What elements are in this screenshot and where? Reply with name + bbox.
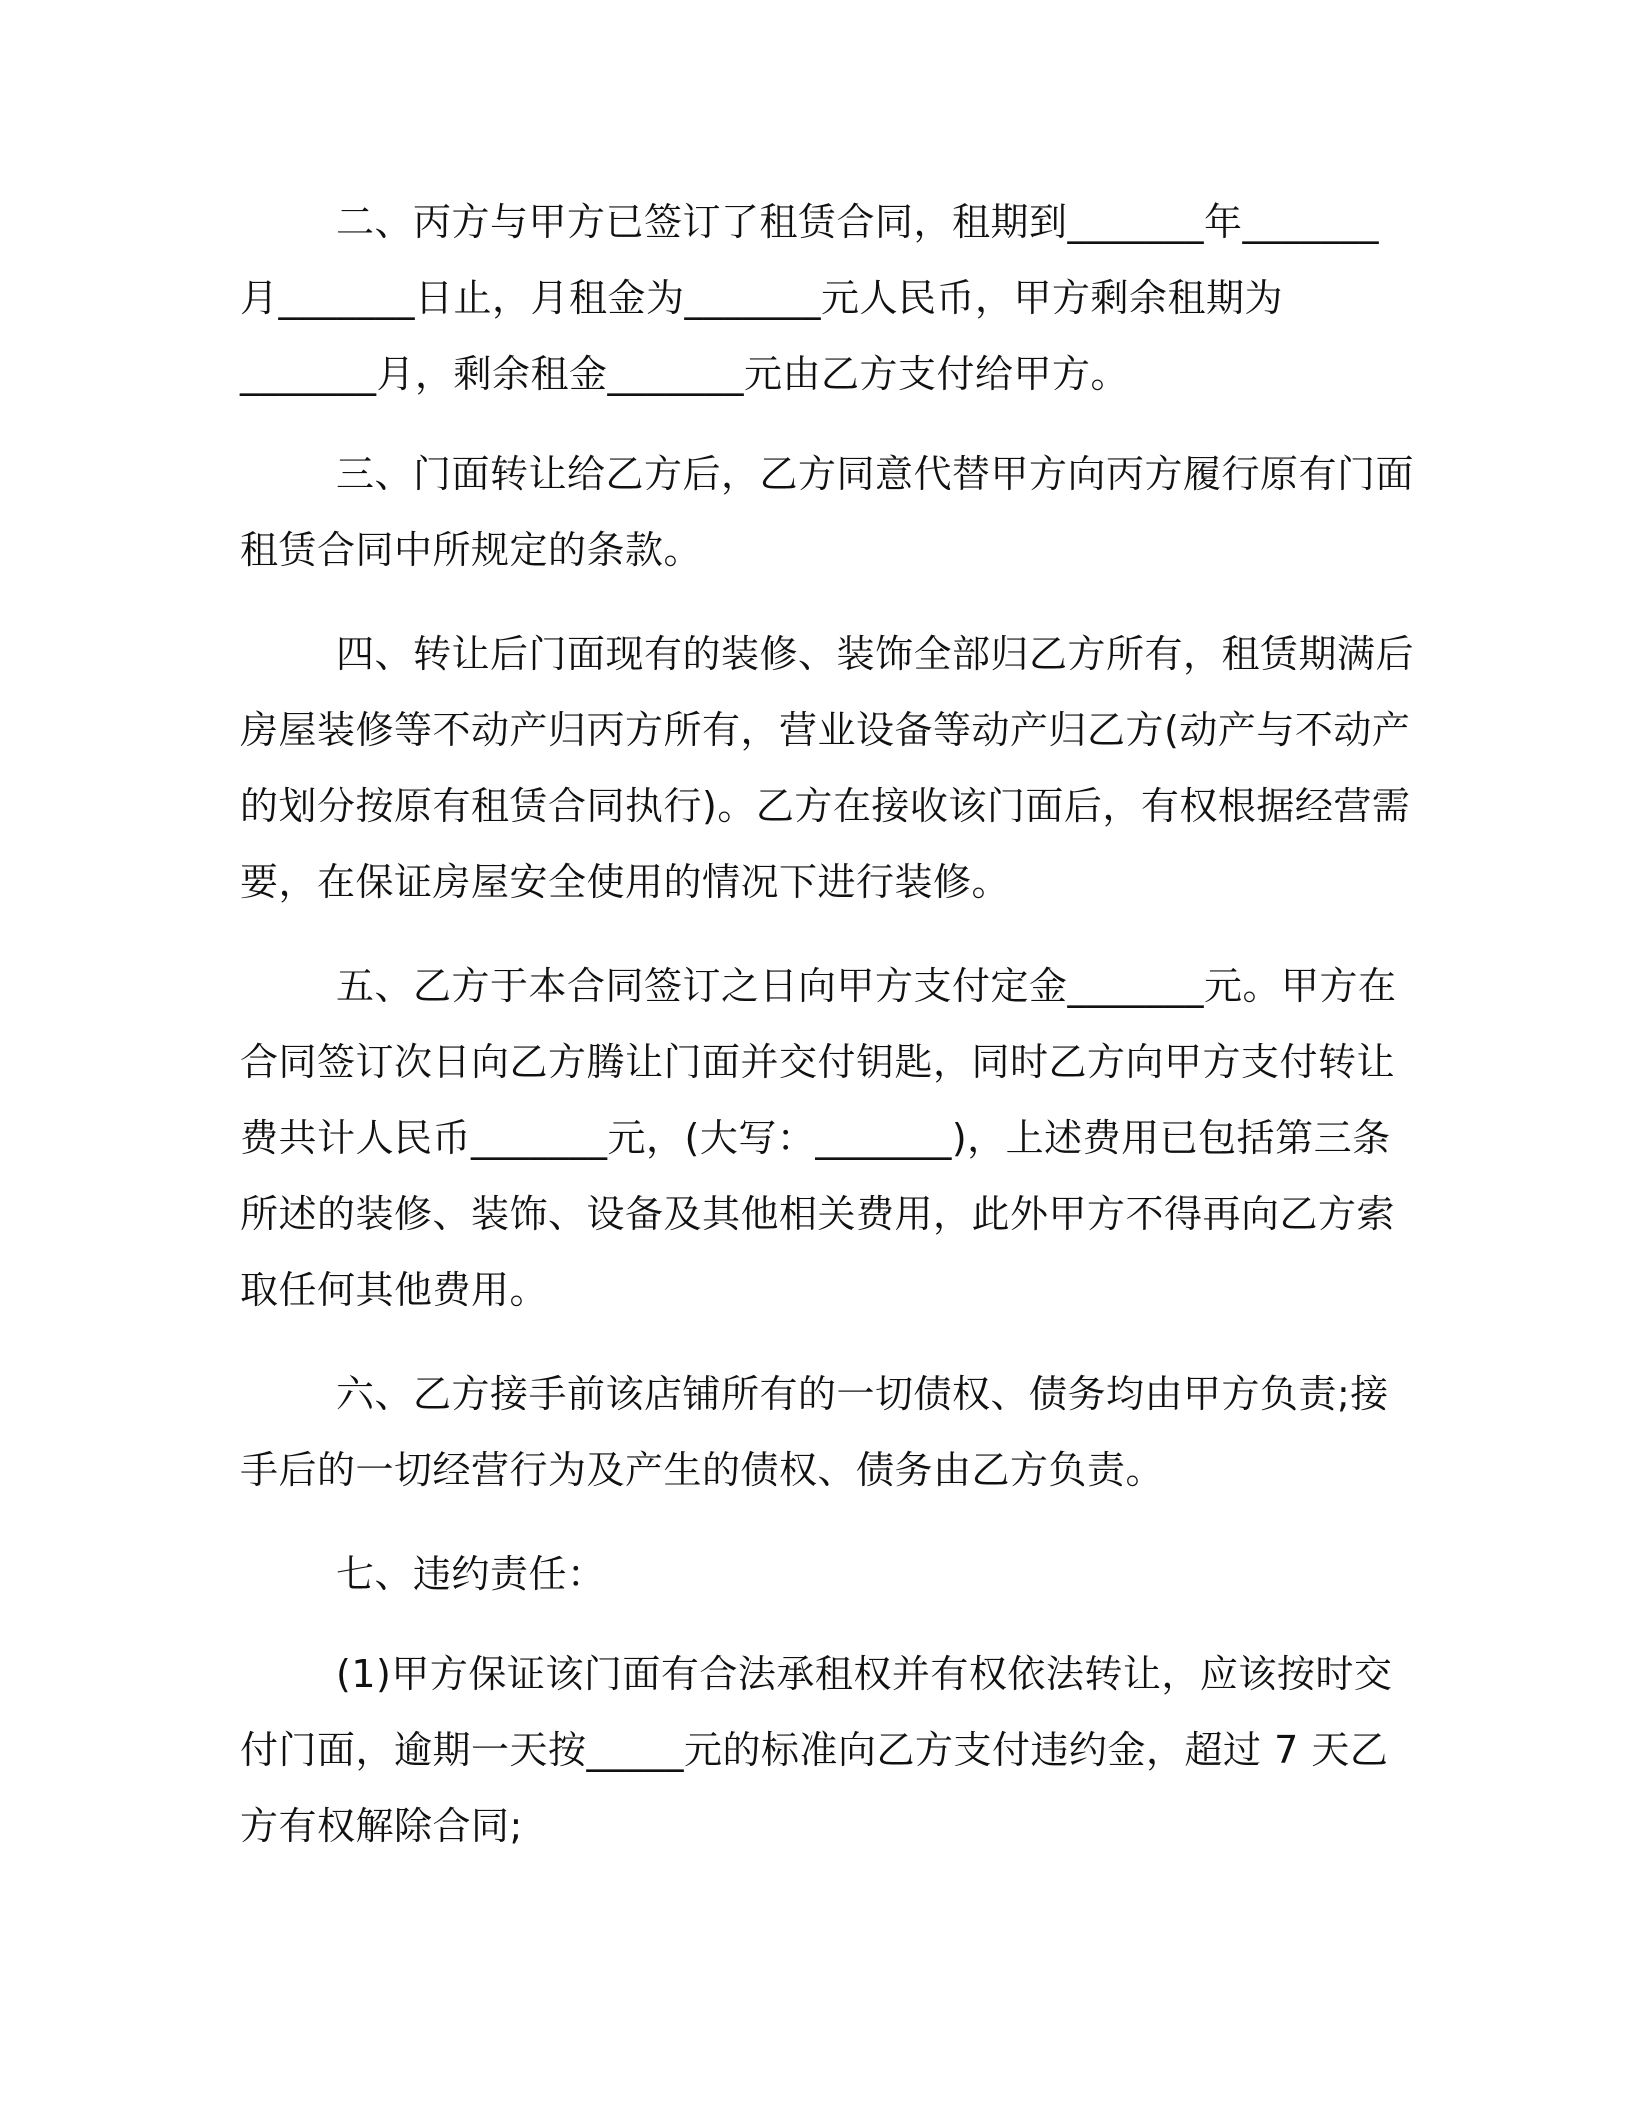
clause-4-line-3: 的划分按原有租赁合同执行)。乙方在接收该门面后，有权根据经营需 (240, 784, 1411, 828)
clause-4-line-4: 要，在保证房屋安全使用的情况下进行装修。 (240, 860, 1011, 904)
clause-3-line-1: 三、门面转让给乙方后，乙方同意代替甲方向丙方履行原有门面 (336, 452, 1415, 496)
clause-7-item-1-line-1: (1)甲方保证该门面有合法承租权并有权依法转让，应该按时交 (336, 1652, 1393, 1696)
clause-2-line-3: _______月，剩余租金_______元由乙方支付给甲方。 (240, 352, 1130, 396)
clause-7-heading: 七、违约责任： (336, 1552, 606, 1596)
clause-6-line-1: 六、乙方接手前该店铺所有的一切债权、债务均由甲方负责;接 (336, 1372, 1389, 1416)
clause-3-line-2: 租赁合同中所规定的条款。 (240, 528, 703, 572)
clause-5-line-4: 所述的装修、装饰、设备及其他相关费用，此外甲方不得再向乙方索 (240, 1192, 1396, 1236)
clause-2-line-1: 二、丙方与甲方已签订了租赁合同，租期到_______年_______ (336, 200, 1380, 244)
clause-4-line-1: 四、转让后门面现有的装修、装饰全部归乙方所有，租赁期满后 (336, 632, 1415, 676)
clause-6-line-2: 手后的一切经营行为及产生的债权、债务由乙方负责。 (240, 1448, 1165, 1492)
clause-5-line-3: 费共计人民币_______元，(大写：_______)，上述费用已包括第三条 (240, 1116, 1391, 1160)
clause-7-item-1-line-3: 方有权解除合同; (240, 1804, 523, 1848)
clause-7-item-1-line-2: 付门面，逾期一天按_____元的标准向乙方支付违约金，超过 7 天乙 (240, 1728, 1389, 1772)
clause-5-line-5: 取任何其他费用。 (240, 1268, 549, 1312)
clause-5-line-1: 五、乙方于本合同签订之日向甲方支付定金_______元。甲方在 (336, 964, 1397, 1008)
clause-5-line-2: 合同签订次日向乙方腾让门面并交付钥匙，同时乙方向甲方支付转让 (240, 1040, 1396, 1084)
clause-4-line-2: 房屋装修等不动产归丙方所有，营业设备等动产归乙方(动产与不动产 (240, 708, 1411, 752)
clause-2-line-2: 月_______日止，月租金为_______元人民币，甲方剩余租期为 (240, 276, 1284, 320)
